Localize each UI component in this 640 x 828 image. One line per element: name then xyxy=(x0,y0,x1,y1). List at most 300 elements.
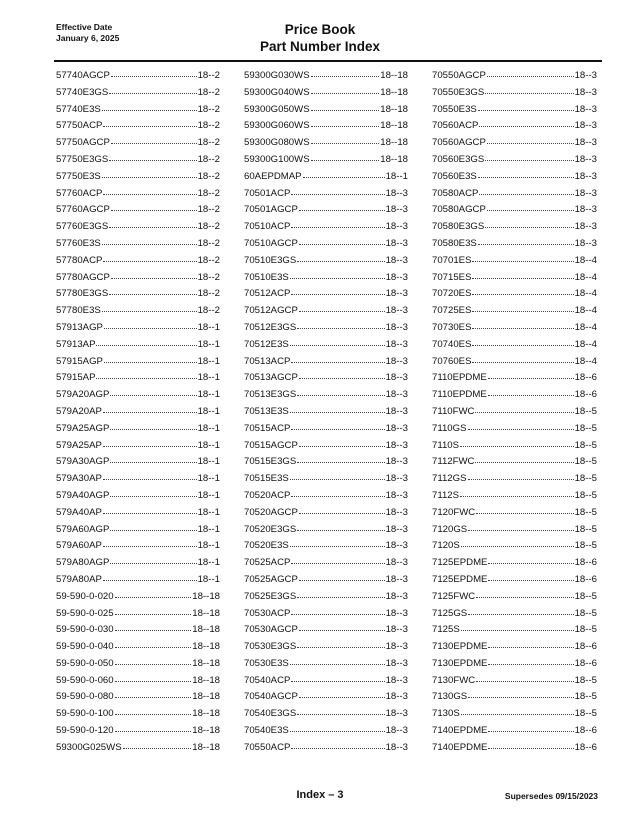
index-entry xyxy=(432,706,597,723)
index-entry xyxy=(432,370,597,387)
page-reference: 18--3 xyxy=(385,221,408,233)
dot-leader xyxy=(291,421,384,430)
dot-leader xyxy=(478,102,574,111)
part-number: 59300G040WS xyxy=(244,86,310,98)
index-entry xyxy=(56,270,220,287)
page-reference: 18--18 xyxy=(192,657,220,669)
index-entry xyxy=(244,522,408,539)
dot-leader xyxy=(299,202,385,211)
index-entry xyxy=(244,370,408,387)
index-entry xyxy=(56,303,220,320)
part-number: 579A80AP xyxy=(56,573,102,585)
dot-leader xyxy=(297,639,384,648)
dot-leader xyxy=(303,169,385,178)
part-number: 7112GS xyxy=(432,473,467,485)
dot-leader xyxy=(103,404,197,413)
page-reference: 18--5 xyxy=(574,624,597,636)
page-reference: 18--5 xyxy=(574,506,597,518)
part-number: 57780E3S xyxy=(56,305,101,317)
index-entry xyxy=(432,505,597,522)
index-entry xyxy=(244,236,408,253)
dot-leader xyxy=(299,622,385,631)
page-reference: 18--2 xyxy=(197,204,220,216)
page-reference: 18--3 xyxy=(385,557,408,569)
index-entry xyxy=(56,354,220,371)
page-reference: 18--18 xyxy=(380,120,408,132)
page-reference: 18--3 xyxy=(385,708,408,720)
dot-leader xyxy=(109,152,196,161)
part-number: 57760E3S xyxy=(56,237,101,249)
page-reference: 18--3 xyxy=(385,271,408,283)
page-reference: 18--3 xyxy=(385,523,408,535)
dot-leader xyxy=(110,387,196,396)
part-number: 70560E3S xyxy=(432,170,477,182)
part-number: 70530E3S xyxy=(244,657,289,669)
dot-leader xyxy=(488,572,573,581)
page-reference: 18--2 xyxy=(197,271,220,283)
dot-leader xyxy=(475,454,573,463)
index-entry xyxy=(244,202,408,219)
index-entry xyxy=(244,723,408,740)
part-number: 59300G100WS xyxy=(244,153,310,165)
page-reference: 18--5 xyxy=(574,691,597,703)
index-entry xyxy=(56,488,220,505)
dot-leader xyxy=(109,286,196,295)
dot-leader xyxy=(472,286,573,295)
index-entry xyxy=(244,606,408,623)
part-number: 59-590-0-060 xyxy=(56,674,114,686)
page-reference: 18--3 xyxy=(574,204,597,216)
part-number: 70550E3GS xyxy=(432,86,485,98)
part-number: 70560AGCP xyxy=(432,137,486,149)
page-reference: 18--6 xyxy=(574,372,597,384)
dot-leader xyxy=(102,303,197,312)
part-number: 57760AGCP xyxy=(56,204,110,216)
dot-leader xyxy=(110,421,196,430)
page-reference: 18--3 xyxy=(574,221,597,233)
index-entry xyxy=(432,152,597,169)
page-reference: 18--2 xyxy=(197,237,220,249)
part-number: 70525ACP xyxy=(244,557,291,569)
index-entry xyxy=(432,286,597,303)
index-entry xyxy=(432,454,597,471)
index-entry xyxy=(432,337,597,354)
page-reference: 18--3 xyxy=(574,237,597,249)
supersedes-note: Supersedes 09/15/2023 xyxy=(504,791,598,801)
index-entry xyxy=(244,656,408,673)
index-entry xyxy=(244,219,408,236)
part-number: 579A80AGP xyxy=(56,557,110,569)
page-reference: 18--2 xyxy=(197,103,220,115)
index-entry xyxy=(244,354,408,371)
index-entry xyxy=(432,572,597,589)
page-reference: 18--3 xyxy=(385,288,408,300)
index-entry xyxy=(244,622,408,639)
dot-leader xyxy=(488,555,573,564)
page-reference: 18--1 xyxy=(197,489,220,501)
index-entry xyxy=(432,673,597,690)
page-reference: 18--4 xyxy=(574,338,597,350)
index-entry xyxy=(56,219,220,236)
index-entry xyxy=(244,572,408,589)
index-entry xyxy=(432,270,597,287)
part-number: 7130EPDME xyxy=(432,657,488,669)
part-number: 59-590-0-080 xyxy=(56,691,114,703)
part-number: 70550AGCP xyxy=(432,70,486,81)
page-reference: 18--3 xyxy=(574,86,597,98)
page-reference: 18--3 xyxy=(385,204,408,216)
page-reference: 18--2 xyxy=(197,221,220,233)
page-reference: 18--1 xyxy=(197,439,220,451)
dot-leader xyxy=(290,404,385,413)
page-reference: 18--18 xyxy=(192,691,220,703)
page-reference: 18--1 xyxy=(197,389,220,401)
part-number: 59300G025WS xyxy=(56,741,122,753)
dot-leader xyxy=(102,236,197,245)
part-number: 70560ACP xyxy=(432,120,479,132)
index-entry xyxy=(432,253,597,270)
page-reference: 18--3 xyxy=(385,305,408,317)
page-reference: 18--4 xyxy=(574,254,597,266)
index-entry xyxy=(244,85,408,102)
dot-leader xyxy=(290,723,385,732)
part-number: 70580E3GS xyxy=(432,221,485,233)
page-reference: 18--18 xyxy=(380,153,408,165)
index-entry xyxy=(56,404,220,421)
header-rule xyxy=(54,60,602,62)
page-reference: 18--6 xyxy=(574,641,597,653)
index-entry xyxy=(56,169,220,186)
index-entry xyxy=(432,723,597,740)
part-number: 579A40AGP xyxy=(56,489,110,501)
dot-leader xyxy=(104,320,197,329)
index-entry xyxy=(244,303,408,320)
page-reference: 18--5 xyxy=(574,607,597,619)
page-reference: 18--5 xyxy=(574,540,597,552)
part-number: 60AEPDMAP xyxy=(244,170,302,182)
index-entry xyxy=(432,471,597,488)
dot-leader xyxy=(311,118,380,127)
index-entry xyxy=(432,202,597,219)
dot-leader xyxy=(488,639,573,648)
page-reference: 18--18 xyxy=(192,590,220,602)
part-number: 70725ES xyxy=(432,305,472,317)
page-reference: 18--3 xyxy=(385,489,408,501)
index-entry xyxy=(56,320,220,337)
part-number: 59-590-0-025 xyxy=(56,607,114,619)
index-entry xyxy=(432,656,597,673)
index-entry xyxy=(244,488,408,505)
index-entry xyxy=(56,471,220,488)
part-number: 70513ACP xyxy=(244,355,291,367)
index-entry xyxy=(244,387,408,404)
part-number: 57915AGP xyxy=(56,355,103,367)
part-number: 70550ACP xyxy=(244,741,291,753)
index-entry xyxy=(244,673,408,690)
dot-leader xyxy=(488,656,573,665)
dot-leader xyxy=(109,219,196,228)
effective-date-label: Effective Date xyxy=(56,22,113,32)
page-reference: 18--2 xyxy=(197,254,220,266)
dot-leader xyxy=(291,219,384,228)
dot-leader xyxy=(488,387,574,396)
dot-leader xyxy=(485,152,573,161)
index-entry xyxy=(56,689,220,706)
dot-leader xyxy=(299,505,385,514)
page-reference: 18--2 xyxy=(197,288,220,300)
part-number: 7125EPDME xyxy=(432,557,488,569)
dot-leader xyxy=(291,606,384,615)
part-number: 57913AGP xyxy=(56,321,103,333)
index-entry xyxy=(244,118,408,135)
dot-leader xyxy=(290,538,385,547)
dot-leader xyxy=(111,202,197,211)
dot-leader xyxy=(487,135,574,144)
part-number: 7120S xyxy=(432,540,460,552)
part-number: 59-590-0-050 xyxy=(56,657,114,669)
index-entry xyxy=(56,706,220,723)
part-number: 57740AGCP xyxy=(56,70,110,81)
dot-leader xyxy=(461,538,574,547)
part-number: 70512ACP xyxy=(244,288,291,300)
index-entry xyxy=(56,438,220,455)
part-number: 7112S xyxy=(432,489,460,501)
page-reference: 18--3 xyxy=(385,674,408,686)
dot-leader xyxy=(468,471,574,480)
part-number: 57750AGCP xyxy=(56,137,110,149)
part-number: 57760ACP xyxy=(56,187,103,199)
part-number: 7110EPDME xyxy=(432,389,487,401)
index-entry xyxy=(244,471,408,488)
dot-leader xyxy=(110,454,196,463)
dot-leader xyxy=(476,673,573,682)
dot-leader xyxy=(291,673,384,682)
dot-leader xyxy=(297,253,384,262)
page-reference: 18--5 xyxy=(574,422,597,434)
part-number: 70510AGCP xyxy=(244,237,298,249)
part-number: 59300G080WS xyxy=(244,137,310,149)
index-column-2 xyxy=(244,68,408,757)
page-reference: 18--4 xyxy=(574,271,597,283)
page-reference: 18--1 xyxy=(197,338,220,350)
dot-leader xyxy=(311,102,380,111)
index-entry xyxy=(244,68,408,85)
dot-leader xyxy=(291,186,384,195)
index-entry xyxy=(432,320,597,337)
part-number: 70580ACP xyxy=(432,187,479,199)
dot-leader xyxy=(485,85,573,94)
index-entry xyxy=(56,253,220,270)
page-reference: 18--18 xyxy=(192,741,220,753)
part-number: 70530AGCP xyxy=(244,624,298,636)
dot-leader xyxy=(299,689,385,698)
part-number: 70501ACP xyxy=(244,187,291,199)
part-number: 70580E3S xyxy=(432,237,477,249)
part-number: 70720ES xyxy=(432,288,472,300)
part-number: 579A30AGP xyxy=(56,456,110,468)
page-reference: 18--1 xyxy=(197,355,220,367)
index-entry xyxy=(432,589,597,606)
dot-leader xyxy=(102,169,197,178)
page-reference: 18--3 xyxy=(385,607,408,619)
index-entry xyxy=(432,622,597,639)
part-number: 70513AGCP xyxy=(244,372,298,384)
index-entry xyxy=(432,639,597,656)
index-entry xyxy=(432,606,597,623)
dot-leader xyxy=(111,270,197,279)
page-reference: 18--3 xyxy=(385,237,408,249)
page-reference: 18--4 xyxy=(574,321,597,333)
part-number: 579A20AP xyxy=(56,405,102,417)
part-number: 7140EPDME xyxy=(432,741,488,753)
index-entry xyxy=(244,152,408,169)
part-number: 57915AP xyxy=(56,372,96,384)
part-number: 70515ACP xyxy=(244,422,291,434)
dot-leader xyxy=(102,102,197,111)
part-number: 70512AGCP xyxy=(244,305,298,317)
page-reference: 18--3 xyxy=(574,137,597,149)
part-number: 57760E3GS xyxy=(56,221,109,233)
page-reference: 18--3 xyxy=(574,120,597,132)
dot-leader xyxy=(290,656,385,665)
index-entry xyxy=(432,236,597,253)
page-reference: 18--6 xyxy=(574,741,597,753)
index-entry xyxy=(56,656,220,673)
index-entry xyxy=(56,522,220,539)
dot-leader xyxy=(115,723,192,732)
part-number: 7125EPDME xyxy=(432,573,488,585)
dot-leader xyxy=(291,555,384,564)
part-number: 579A30AP xyxy=(56,473,102,485)
dot-leader xyxy=(104,354,197,363)
dot-leader xyxy=(468,522,573,531)
page-reference: 18--5 xyxy=(574,708,597,720)
part-number: 7120FWC xyxy=(432,506,476,518)
part-number: 59300G030WS xyxy=(244,70,310,81)
page-reference: 18--3 xyxy=(385,389,408,401)
page-reference: 18--3 xyxy=(574,70,597,81)
index-column-3 xyxy=(432,68,597,757)
dot-leader xyxy=(297,387,384,396)
dot-leader xyxy=(109,85,196,94)
part-number: 7120GS xyxy=(432,523,468,535)
dot-leader xyxy=(291,488,384,497)
index-entry xyxy=(432,135,597,152)
index-entry xyxy=(432,421,597,438)
page-reference: 18--1 xyxy=(385,170,408,182)
effective-date-value: January 6, 2025 xyxy=(56,33,120,43)
index-entry xyxy=(432,488,597,505)
page-reference: 18--5 xyxy=(574,473,597,485)
page-reference: 18--3 xyxy=(385,506,408,518)
part-number: 59300G050WS xyxy=(244,103,310,115)
page-reference: 18--3 xyxy=(385,573,408,585)
dot-leader xyxy=(110,522,196,531)
part-number: 7110S xyxy=(432,439,460,451)
index-entry xyxy=(56,135,220,152)
page-reference: 18--3 xyxy=(385,590,408,602)
part-number: 7130S xyxy=(432,708,460,720)
part-number: 7125S xyxy=(432,624,460,636)
index-entry xyxy=(432,740,597,757)
page-reference: 18--3 xyxy=(385,456,408,468)
part-number: 70510E3GS xyxy=(244,254,297,266)
dot-leader xyxy=(461,706,574,715)
page-reference: 18--1 xyxy=(197,456,220,468)
index-entry xyxy=(244,740,408,757)
page-reference: 18--1 xyxy=(197,372,220,384)
page-reference: 18--2 xyxy=(197,120,220,132)
part-number: 70530ACP xyxy=(244,607,291,619)
page-reference: 18--3 xyxy=(385,422,408,434)
page-reference: 18--3 xyxy=(385,741,408,753)
dot-leader xyxy=(291,286,384,295)
page-reference: 18--6 xyxy=(574,557,597,569)
part-number: 70740ES xyxy=(432,338,472,350)
part-number: 59-590-0-020 xyxy=(56,590,114,602)
dot-leader xyxy=(311,85,380,94)
part-number: 70540E3GS xyxy=(244,708,297,720)
index-entry xyxy=(56,370,220,387)
index-entry xyxy=(56,85,220,102)
dot-leader xyxy=(468,421,574,430)
page-reference: 18--18 xyxy=(192,641,220,653)
page-reference: 18--6 xyxy=(574,725,597,737)
index-entry xyxy=(56,186,220,203)
index-entry xyxy=(432,169,597,186)
page-reference: 18--5 xyxy=(574,456,597,468)
page-reference: 18--2 xyxy=(197,153,220,165)
dot-leader xyxy=(476,505,573,514)
index-entry xyxy=(244,438,408,455)
dot-leader xyxy=(472,303,573,312)
dot-leader xyxy=(103,438,197,447)
part-number: 7130EPDME xyxy=(432,641,488,653)
part-number: 70520E3GS xyxy=(244,523,297,535)
part-number: 57780AGCP xyxy=(56,271,110,283)
index-entry xyxy=(244,538,408,555)
part-number: 579A20AGP xyxy=(56,389,110,401)
page-reference: 18--3 xyxy=(385,405,408,417)
page-reference: 18--1 xyxy=(197,557,220,569)
page-reference: 18--3 xyxy=(574,103,597,115)
page-reference: 18--5 xyxy=(574,405,597,417)
dot-leader xyxy=(487,202,574,211)
page-reference: 18--3 xyxy=(385,372,408,384)
index-entry xyxy=(244,253,408,270)
dot-leader xyxy=(485,219,573,228)
dot-leader xyxy=(479,186,573,195)
dot-leader xyxy=(115,689,192,698)
dot-leader xyxy=(115,622,192,631)
index-entry xyxy=(56,118,220,135)
dot-leader xyxy=(472,337,573,346)
dot-leader xyxy=(468,606,573,615)
page-reference: 18--6 xyxy=(574,657,597,669)
index-entry xyxy=(56,589,220,606)
index-entry xyxy=(56,723,220,740)
part-number: 579A60AGP xyxy=(56,523,110,535)
dot-leader xyxy=(103,118,196,127)
page-reference: 18--18 xyxy=(192,607,220,619)
dot-leader xyxy=(461,622,574,631)
dot-leader xyxy=(290,337,385,346)
dot-leader xyxy=(488,370,574,379)
index-entry xyxy=(244,337,408,354)
page-reference: 18--1 xyxy=(197,405,220,417)
dot-leader xyxy=(478,236,574,245)
part-number: 70730ES xyxy=(432,321,472,333)
